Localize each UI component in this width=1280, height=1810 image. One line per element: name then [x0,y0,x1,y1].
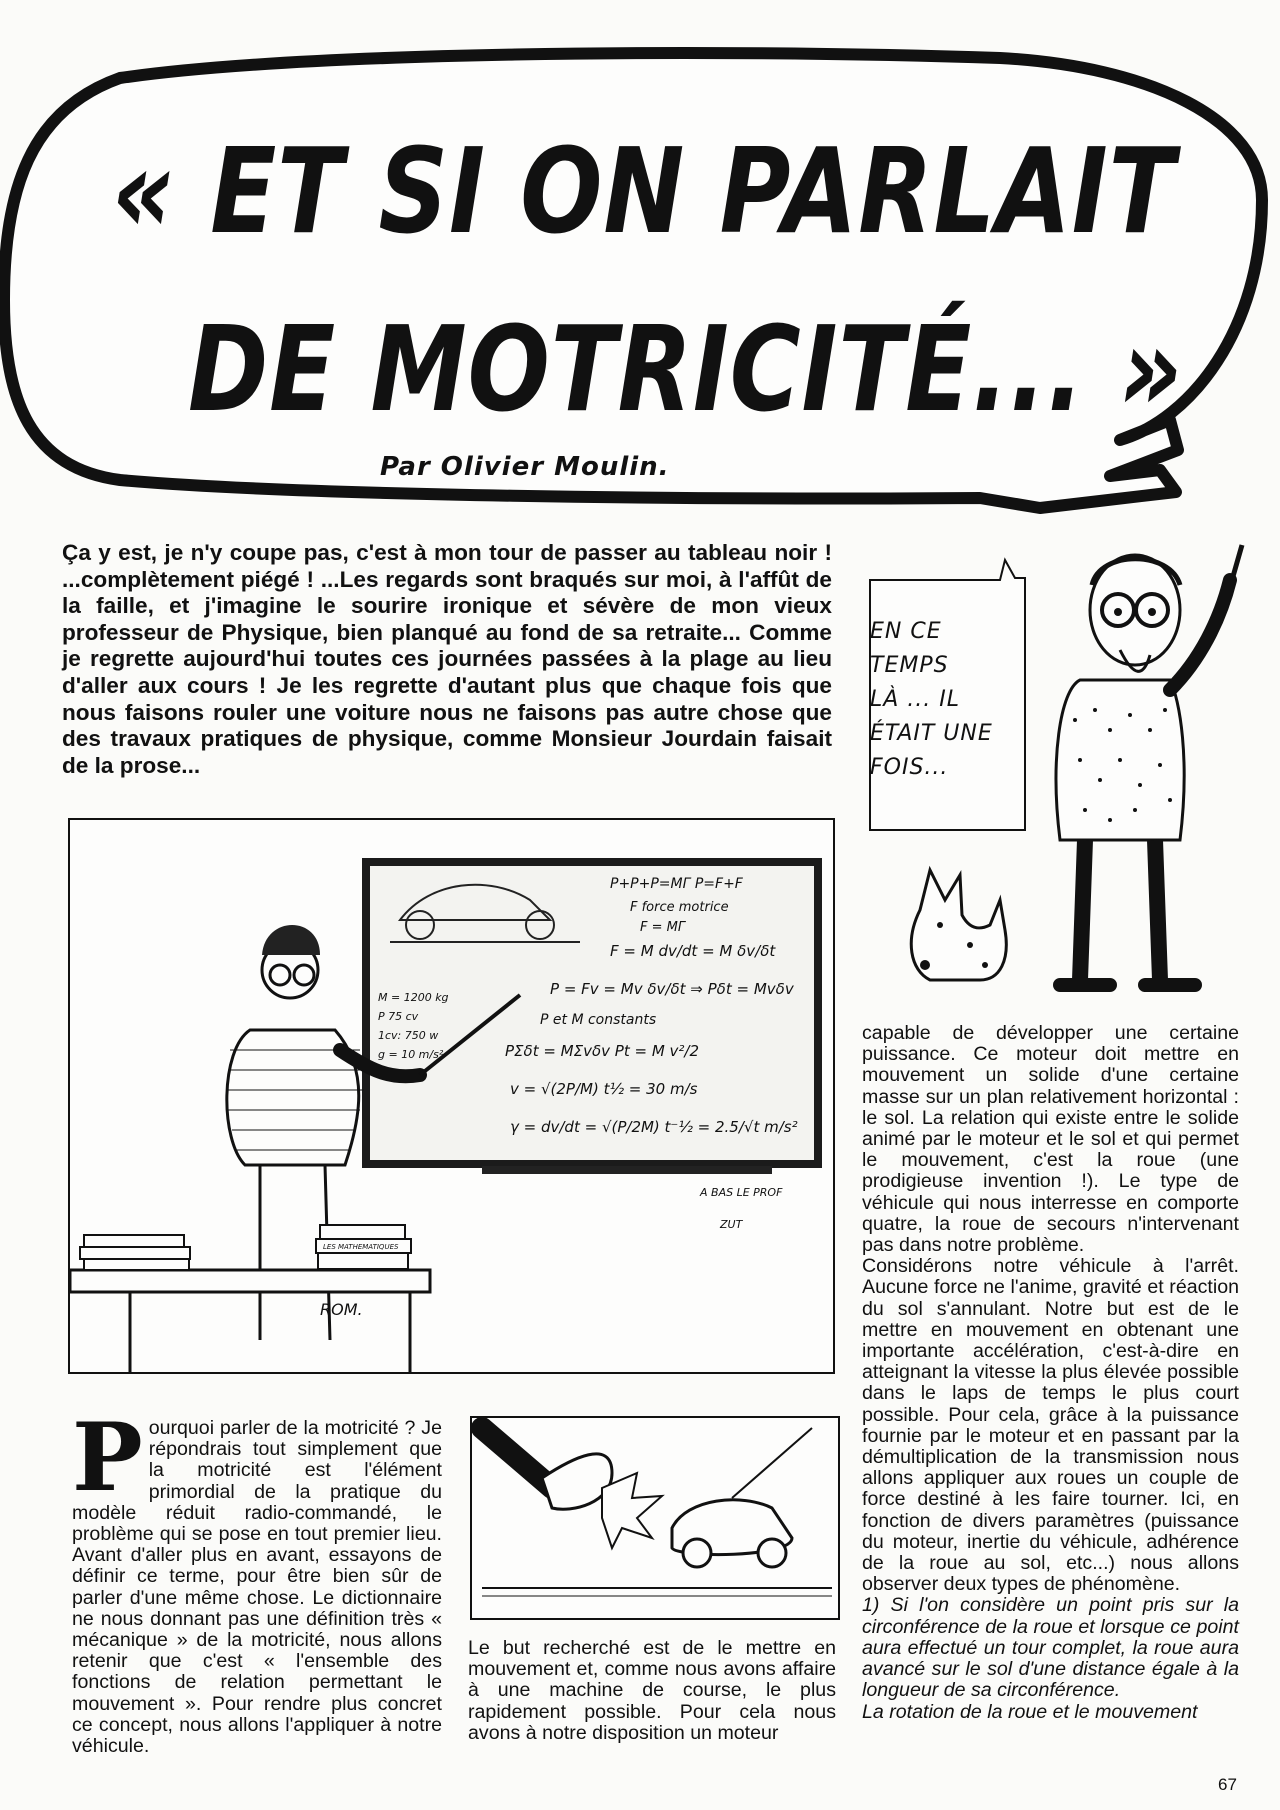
board-formula: F = MΓ [640,920,686,935]
board-formula: v = √(2P/M) t½ = 30 m/s [510,1080,698,1098]
board-note: P 75 cv [378,1010,419,1023]
professor-speech-bubble [870,615,1010,785]
board-formula: P = Fv = Mv δv/δt ⇒ Pδt = Mvδv [550,980,794,998]
author-byline: Par Olivier Moulin. [380,452,670,482]
article-column-left [72,1403,442,1758]
graffiti-text: ZUT [720,1218,743,1231]
board-note: M = 1200 kg [378,991,449,1004]
article-title-line-1: « ET SI ON PARLAIT [112,122,1176,260]
graffiti-text: A BAS LE PROF [700,1186,783,1199]
column-paragraph: capable de développer une certaine puissance. Ce moteur doit mettre en mouvement un solide d'une certaine masse sur un plan relativement horizontal : le sol. La relation qui existe entre le solide animé par le moteur et le sol et qui permet le mouvement, c'est la roue (une prodigieuse invention !). Le type de véhicule qui nous interresse en comporte quatre, la roue de secours n'intervenant pas dans notre problème. [862,1022,1239,1257]
bubble-line: ÉTAIT UNE [870,721,993,746]
bubble-line: FOIS... [870,755,949,780]
board-note: 1cv: 750 w [378,1029,439,1042]
board-note: g = 10 m/s² [378,1048,444,1061]
board-formula: F = M dv/dt = M δv/δt [610,942,776,960]
bubble-line: EN CE [870,619,942,644]
column-text: ourquoi parler de la motricité ? Je répondrais tout simplement que la motricité est l'élément primordial de la pratique du modèle réduit radio-commandé, le problème qui se pose en tout premier lieu. Avant d'aller plus en avant, essayons de définir ce terme, pour être bien sûr de parler d'une même chose. Le dictionnaire ne nous donnant pas une définition très « mécanique » de la motricité, nous allons retenir que c'est « l'ensemble des fonctions de relation permettant le mouvement ». Pour rendre plus concret ce concept, nous allons l'appliquer à notre véhicule. [72,1417,442,1758]
book-spine-title: LES MATHEMATIQUES [323,1243,399,1251]
board-formula: F force motrice [630,900,729,915]
column-paragraph: Considérons notre véhicule à l'arrêt. Aucune force ne l'anime, gravité et réaction du sol s'annulant. Notre but est de le mettre en mouvement en obtenant une importante accélération, c'est-à-dire en atteignant la vitesse la plus élevée possible dans le laps de temps le plus court possible. Pour cela, grâce à la puissance fournie par le moteur et en passant par la démultiplication de la transmission nous allons appliquer aux roues un couple de force destiné à les faire tourner. Ici, en fonction de divers paramètres (puissance du moteur, inertie du véhicule, adhérence de la roue au sol, etc...) nous allons observer deux types de phénomène. [862,1255,1239,1596]
dropcap-letter: P [72,1403,143,1513]
board-formula: PΣδt = MΣvδv Pt = M v²/2 [505,1042,700,1060]
board-formula: P et M constants [540,1012,657,1028]
page-number: 67 [1218,1775,1237,1794]
column-paragraph: 1) Si l'on considère un point pris sur la circonférence de la roue et lorsque ce point aura effectué un tour complet, la roue aura avancé sur le sol d'une distance égale à la longueur de sa circonférence. [862,1594,1239,1702]
intro-paragraph: Ça y est, je n'y coupe pas, c'est à mon tour de passer au tableau noir ! ...complètement piégé ! ...Les regards sont braqués sur moi, à l'affût de la faille, et j'imagine le sourire ironique et sévère de mon vieux professeur de Physique, bien planqué au fond de sa retraite... Comme je regrette aujourd'hui toutes ces journées passées à la plage au lieu d'aller aux cours ! Je les regrette d'autant plus que chaque fois que nous faisons rouler une voiture nous ne faisons pas autre chose que des travaux pratiques de physique, comme Monsieur Jourdain faisait de la prose... [62,540,832,778]
article-title-line-2: DE MOTRICITÉ... » [188,300,1184,438]
board-formula: γ = dv/dt = √(P/2M) t⁻½ = 2.5/√t m/s² [510,1118,798,1136]
bubble-line: TEMPS [870,653,949,678]
article-column-right [862,1023,1239,1723]
bubble-line: LÀ ... IL [870,687,961,712]
blackboard-illustration [68,818,835,1374]
kick-car-illustration [470,1416,840,1620]
kick-drawing [472,1418,838,1618]
article-column-middle: Le but recherché est de le mettre en mouvement et, comme nous avons affaire à une machine de course, le plus rapidement possible. Pour cela nous avons à notre disposition un moteur [468,1637,836,1744]
artist-signature: ROM. [320,1300,363,1319]
column-paragraph: La rotation de la roue et le mouvement [862,1700,1198,1723]
board-notes [378,988,449,1064]
board-formula: P+P+P=MΓ P=F+F [610,876,743,892]
